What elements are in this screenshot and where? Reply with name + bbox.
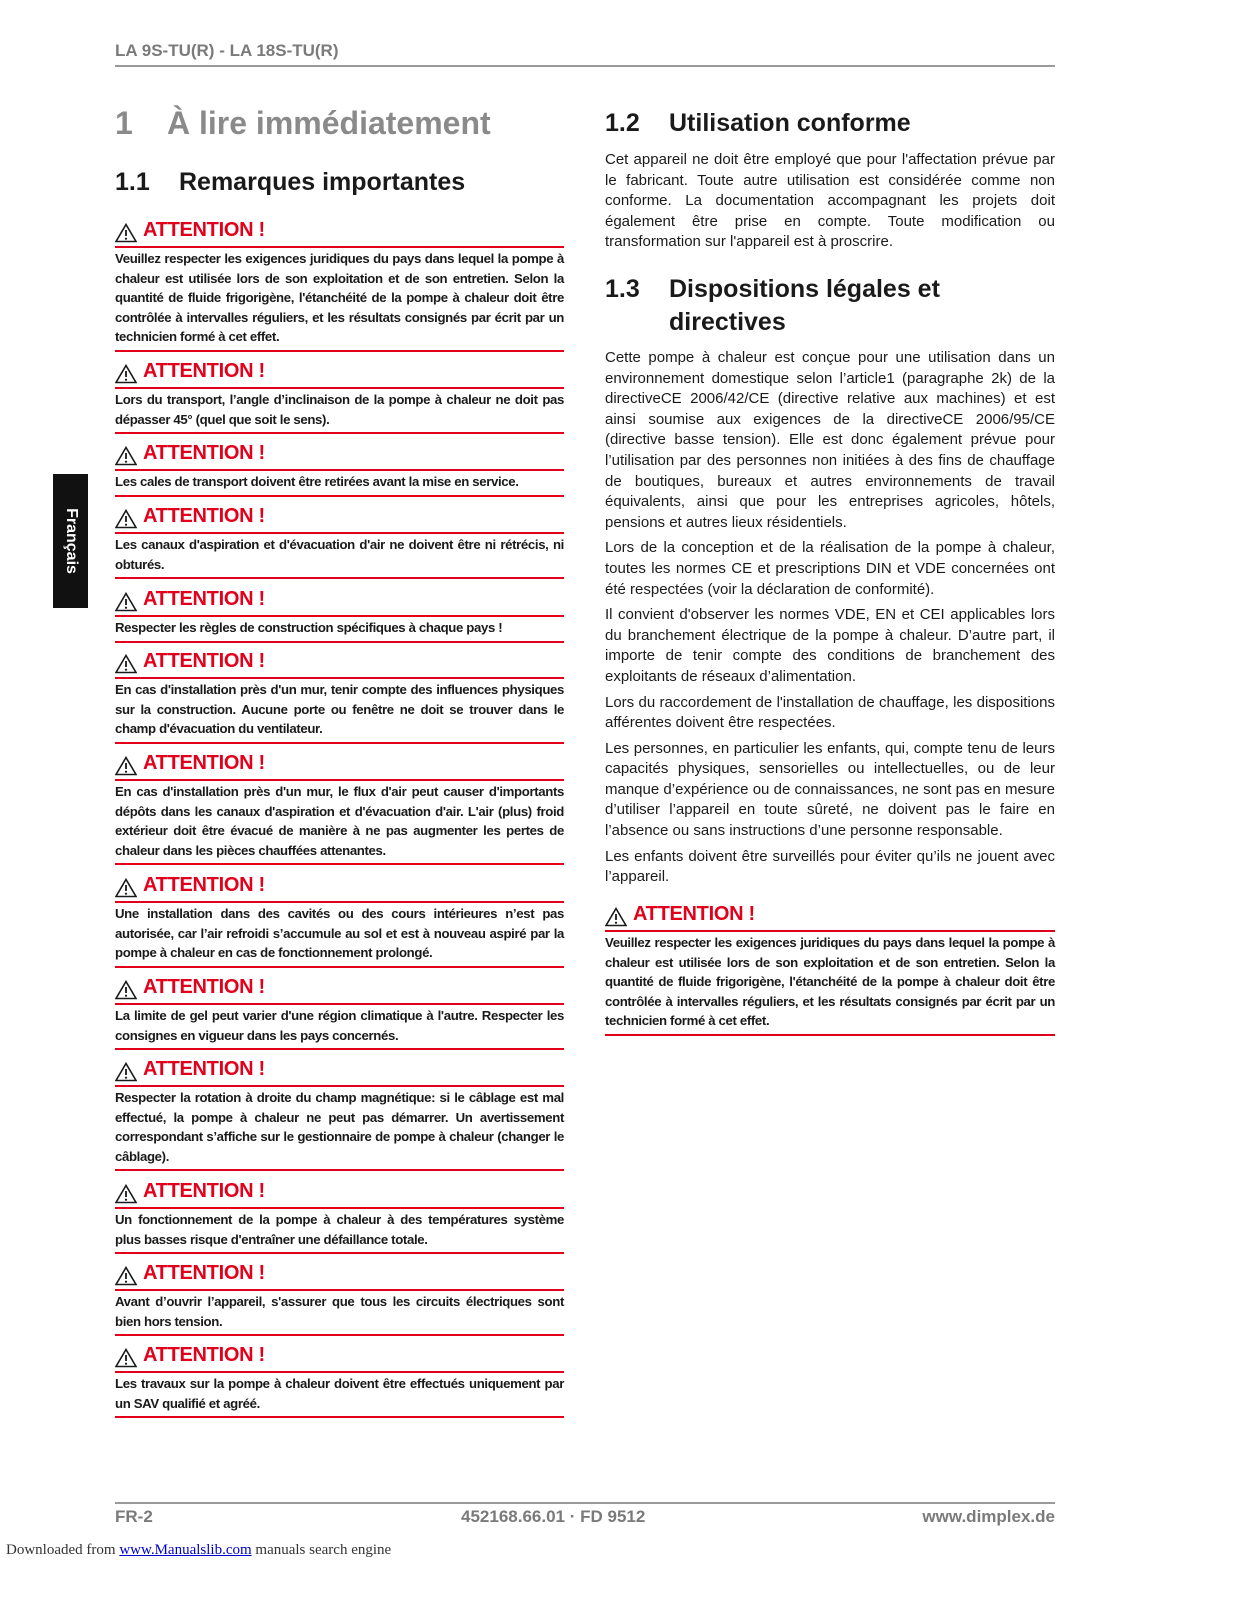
attention-text: En cas d'installation près d'un mur, tenir compte des influences physiques sur la construction. Aucune porte ou fenêtre ne doit se trouver dans le champ d'évacuation du ventilateur. bbox=[115, 679, 564, 744]
warning-triangle-icon bbox=[115, 364, 137, 384]
attention-block bbox=[115, 651, 564, 744]
paragraph: Cet appareil ne doit être employé que pour l'affectation prévue par le fabricant. Toute autre utilisation est considérée comme non conforme. La documentation accompagnant les projets doit également être prise en compte. Toute modification ou transformation sur l'appareil est à proscrire. bbox=[605, 151, 1055, 251]
warning-triangle-icon bbox=[115, 654, 137, 674]
attention-text: Respecter les règles de construction spécifiques à chaque pays ! bbox=[115, 617, 564, 643]
attention-block bbox=[115, 220, 564, 352]
attention-label: ATTENTION ! bbox=[143, 1344, 265, 1366]
paragraph: Lors de la conception et de la réalisation de la pompe à chaleur, toutes les normes CE et prescriptions DIN et VDE concernées ont été respectées (voir la déclaration de conformité). bbox=[605, 539, 1055, 598]
section-number: 1.1 bbox=[115, 168, 150, 196]
attention-label: ATTENTION ! bbox=[633, 903, 755, 925]
warning-triangle-icon bbox=[115, 509, 137, 529]
page-number: FR-2 bbox=[115, 1507, 153, 1526]
warning-triangle-icon bbox=[115, 756, 137, 776]
document-id: 452168.66.01 · FD 9512 bbox=[461, 1507, 646, 1526]
paragraph: Lors du raccordement de l'installation de chauffage, les dispositions afférentes doivent être respectées. bbox=[605, 693, 1055, 732]
chapter-number: 1 bbox=[115, 105, 133, 141]
attention-text: Avant d’ouvrir l’appareil, s'assurer que tous les circuits électriques sont bien hors tension. bbox=[115, 1291, 564, 1336]
attention-text: Un fonctionnement de la pompe à chaleur à des températures système plus basses risque d'entraîner une défaillance totale. bbox=[115, 1209, 564, 1254]
attention-text: Une installation dans des cavités ou des cours intérieures n’est pas autorisée, car l’air refroidi s’accumule au sol et est à nouveau aspiré par la pompe à chaleur en cas de fonctionnement prolongé. bbox=[115, 903, 564, 968]
warning-triangle-icon bbox=[115, 1266, 137, 1286]
website-link[interactable]: www.dimplex.de bbox=[922, 1507, 1055, 1526]
chapter-text: À lire immédiatement bbox=[167, 105, 491, 141]
paragraph: Les enfants doivent être surveillés pour éviter qu’ils ne jouent avec l’appareil. bbox=[605, 847, 1055, 886]
warning-triangle-icon bbox=[115, 223, 137, 243]
header-rule bbox=[115, 65, 1055, 67]
section-1-3-title bbox=[605, 273, 940, 339]
section-text: Remarques importantes bbox=[179, 168, 466, 196]
warning-triangle-icon bbox=[605, 907, 627, 927]
attention-text: En cas d'installation près d'un mur, le flux d'air peut causer d'importants dépôts dans les canaux d'aspiration et d'évacuation d'air. L'air (plus) froid extérieur doit être évacué de manière à ne pas augmenter les pertes de chaleur dans les pièces chauffées attenantes. bbox=[115, 781, 564, 865]
language-tab-label: Français bbox=[62, 508, 80, 574]
download-notice bbox=[6, 1542, 391, 1559]
section-text: Utilisation conforme bbox=[669, 109, 911, 137]
paragraph: Il convient d'observer les normes VDE, EN et CEI applicables lors du branchement électrique de la pompe à chaleur. D’autre part, il importe de tenir compte des conditions de branchement des exploitants de réseaux d’alimentation. bbox=[605, 606, 1055, 685]
attention-text: Les travaux sur la pompe à chaleur doivent être effectués uniquement par un SAV qualifié et agréé. bbox=[115, 1373, 564, 1418]
attention-block bbox=[115, 443, 564, 497]
attention-label: ATTENTION ! bbox=[143, 1058, 265, 1080]
download-prefix: Downloaded from bbox=[6, 1542, 116, 1558]
header-title: LA 9S-TU(R) - LA 18S-TU(R) bbox=[115, 41, 339, 60]
attention-label: ATTENTION ! bbox=[143, 976, 265, 998]
attention-block bbox=[115, 753, 564, 865]
attention-block bbox=[605, 904, 1055, 1036]
attention-label: ATTENTION ! bbox=[143, 1180, 265, 1202]
attention-text: Veuillez respecter les exigences juridiques du pays dans lequel la pompe à chaleur est utilisée lors de son exploitation et de son entretien. Selon la quantité de fluide frigorigène, l'étanchéité de la pompe à chaleur doit être contrôlée à intervalles réguliers, et les résultats consignés par écrit par un technicien formé à cet effet. bbox=[115, 248, 564, 352]
attention-label: ATTENTION ! bbox=[143, 588, 265, 610]
attention-text: La limite de gel peut varier d'une région climatique à l'autre. Respecter les consignes en vigueur dans les pays concernés. bbox=[115, 1005, 564, 1050]
section-number: 1.3 bbox=[605, 275, 640, 303]
warning-triangle-icon bbox=[115, 980, 137, 1000]
section-text: Dispositions légales et bbox=[669, 275, 940, 303]
warning-triangle-icon bbox=[115, 592, 137, 612]
attention-label: ATTENTION ! bbox=[143, 505, 265, 527]
warning-triangle-icon bbox=[115, 1062, 137, 1082]
section-1-1-title bbox=[115, 168, 465, 197]
download-suffix: manuals search engine bbox=[251, 1542, 392, 1558]
attention-text: Veuillez respecter les exigences juridiques du pays dans lequel la pompe à chaleur est utilisée lors de son exploitation et de son entretien. Selon la quantité de fluide frigorigène, l'étanchéité de la pompe à chaleur doit être contrôlée à intervalles réguliers, et les résultats consignés par écrit par un technicien formé à cet effet. bbox=[605, 932, 1055, 1036]
attention-block bbox=[115, 1263, 564, 1336]
attention-block bbox=[115, 1181, 564, 1254]
attention-block bbox=[115, 875, 564, 968]
attention-label: ATTENTION ! bbox=[143, 650, 265, 672]
attention-text: Les canaux d'aspiration et d'évacuation d'air ne doivent être ni rétrécis, ni obturés. bbox=[115, 534, 564, 579]
attention-block bbox=[115, 361, 564, 434]
warning-triangle-icon bbox=[115, 1348, 137, 1368]
attention-block bbox=[115, 1345, 564, 1418]
warning-triangle-icon bbox=[115, 446, 137, 466]
footer-rule bbox=[115, 1502, 1055, 1504]
attention-text: Les cales de transport doivent être retirées avant la mise en service. bbox=[115, 471, 564, 497]
section-1-3-body bbox=[605, 348, 1055, 888]
attention-block bbox=[115, 589, 564, 643]
manualslib-link[interactable]: www.Manualslib.com bbox=[119, 1542, 252, 1558]
attention-label: ATTENTION ! bbox=[143, 1262, 265, 1284]
attention-block bbox=[115, 977, 564, 1050]
attention-block bbox=[115, 1059, 564, 1171]
attention-text: Respecter la rotation à droite du champ magnétique: si le câblage est mal effectué, la pompe à chaleur ne peut pas démarrer. Un avertissement correspondant s’affiche sur le gestionnaire de pompe à chaleur (changer le câblage). bbox=[115, 1087, 564, 1171]
attention-text: Lors du transport, l’angle d’inclinaison de la pompe à chaleur ne doit pas dépasser 45° (quel que soit le sens). bbox=[115, 389, 564, 434]
paragraph: Cette pompe à chaleur est conçue pour une utilisation dans un environnement domestique selon l’article1 (paragraphe 2k) de la directiveCE 2006/42/CE (directive relative aux machines) et est ainsi soumise aux exigences de la directiveCE 2006/95/CE (directive basse tension). Elle est donc également prévue pour l’utilisation par des personnes non initiées à des fins de chauffage de boutiques, bureaux et autres environnements de travail équivalents, ainsi que pour les entreprises agricoles, hôtels, pensions et autres lieux résidentiels. bbox=[605, 349, 1055, 531]
attention-label: ATTENTION ! bbox=[143, 219, 265, 241]
paragraph: Les personnes, en particulier les enfants, qui, compte tenu de leurs capacités physiques, sensorielles ou intellectuelles, ou de leur manque d’expérience ou de connaissances, ne sont pas en mesure d’utiliser l’appareil en toute sûreté, ne doivent pas le faire en l’absence ou sans instructions d’une personne responsable. bbox=[605, 739, 1055, 840]
warning-triangle-icon bbox=[115, 878, 137, 898]
section-text: directives bbox=[669, 308, 786, 336]
section-1-2-title bbox=[605, 109, 911, 138]
warning-triangle-icon bbox=[115, 1184, 137, 1204]
attention-label: ATTENTION ! bbox=[143, 360, 265, 382]
attention-label: ATTENTION ! bbox=[143, 752, 265, 774]
attention-block bbox=[115, 506, 564, 579]
attention-label: ATTENTION ! bbox=[143, 442, 265, 464]
language-tab bbox=[53, 474, 88, 608]
attention-label: ATTENTION ! bbox=[143, 874, 265, 896]
section-number: 1.2 bbox=[605, 109, 640, 137]
chapter-title bbox=[115, 105, 491, 142]
